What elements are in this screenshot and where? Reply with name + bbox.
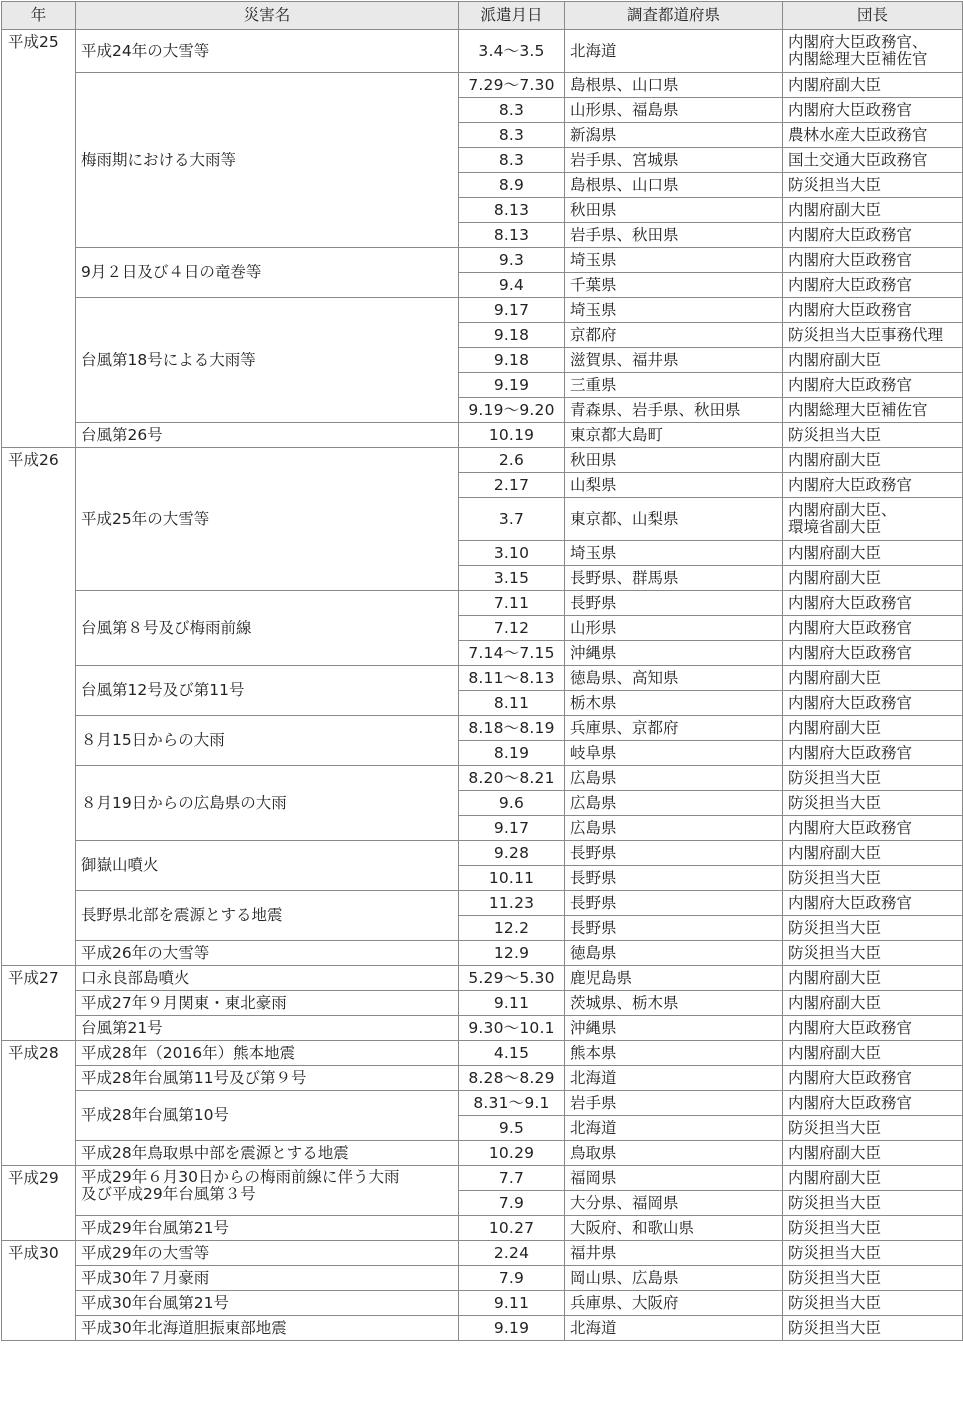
- prefecture-cell: 広島県: [565, 766, 783, 791]
- header-row: [2, 2, 963, 30]
- dispatch-date-cell: 8.13: [459, 223, 565, 248]
- prefecture-cell: 山形県、福島県: [565, 98, 783, 123]
- prefecture-cell: 新潟県: [565, 123, 783, 148]
- disaster-name-cell: 台風第21号: [76, 1016, 459, 1041]
- table-row: [2, 941, 963, 966]
- disaster-name-cell: 平成30年北海道胆振東部地震: [76, 1316, 459, 1341]
- table-row: [2, 1291, 963, 1316]
- leader-cell: 防災担当大臣: [783, 1316, 963, 1341]
- dispatch-date-cell: 7.9: [459, 1266, 565, 1291]
- prefecture-cell: 沖縄県: [565, 1016, 783, 1041]
- leader-cell: 内閣府副大臣: [783, 73, 963, 98]
- dispatch-date-cell: 7.14〜7.15: [459, 641, 565, 666]
- prefecture-cell: 埼玉県: [565, 541, 783, 566]
- prefecture-cell: 大分県、福岡県: [565, 1191, 783, 1216]
- prefecture-cell: 岐阜県: [565, 741, 783, 766]
- table-row: [2, 716, 963, 741]
- leader-cell: 防災担当大臣: [783, 866, 963, 891]
- table-row: [2, 248, 963, 273]
- table-row: [2, 1166, 963, 1191]
- prefecture-cell: 三重県: [565, 373, 783, 398]
- leader-cell: 内閣府副大臣: [783, 348, 963, 373]
- table-row: [2, 73, 963, 98]
- prefecture-cell: 福岡県: [565, 1166, 783, 1191]
- leader-cell: 防災担当大臣: [783, 1216, 963, 1241]
- header-year: 年: [2, 2, 76, 30]
- leader-cell: 内閣府大臣政務官: [783, 473, 963, 498]
- table-row: [2, 841, 963, 866]
- table-row: [2, 1141, 963, 1166]
- prefecture-cell: 鹿児島県: [565, 966, 783, 991]
- disaster-name-cell: 平成28年鳥取県中部を震源とする地震: [76, 1141, 459, 1166]
- dispatch-date-cell: 8.31〜9.1: [459, 1091, 565, 1116]
- disaster-name-cell: 口永良部島噴火: [76, 966, 459, 991]
- dispatch-date-cell: 10.11: [459, 866, 565, 891]
- prefecture-cell: 沖縄県: [565, 641, 783, 666]
- year-cell: 平成28: [2, 1041, 76, 1166]
- leader-cell: 内閣府大臣政務官: [783, 641, 963, 666]
- leader-cell: 内閣府大臣政務官: [783, 1091, 963, 1116]
- prefecture-cell: 広島県: [565, 791, 783, 816]
- dispatch-date-cell: 8.3: [459, 148, 565, 173]
- leader-cell: 内閣府副大臣: [783, 448, 963, 473]
- prefecture-cell: 岩手県: [565, 1091, 783, 1116]
- prefecture-cell: 島根県、山口県: [565, 73, 783, 98]
- leader-cell: 内閣府副大臣: [783, 1166, 963, 1191]
- disaster-name-cell: 平成30年７月豪雨: [76, 1266, 459, 1291]
- dispatch-date-cell: 12.9: [459, 941, 565, 966]
- dispatch-date-cell: 2.17: [459, 473, 565, 498]
- leader-cell: 防災担当大臣: [783, 1191, 963, 1216]
- dispatch-date-cell: 7.29〜7.30: [459, 73, 565, 98]
- header-leader: 団長: [783, 2, 963, 30]
- prefecture-cell: 長野県: [565, 891, 783, 916]
- leader-cell: 内閣府大臣政務官: [783, 298, 963, 323]
- year-cell: 平成26: [2, 448, 76, 966]
- prefecture-cell: 岩手県、秋田県: [565, 223, 783, 248]
- leader-cell: 防災担当大臣事務代理: [783, 323, 963, 348]
- dispatch-date-cell: 9.17: [459, 298, 565, 323]
- year-cell: 平成25: [2, 30, 76, 448]
- leader-cell: 内閣府副大臣: [783, 1041, 963, 1066]
- leader-cell: 防災担当大臣: [783, 1266, 963, 1291]
- table-row: [2, 1216, 963, 1241]
- table-row: [2, 1041, 963, 1066]
- prefecture-cell: 徳島県、高知県: [565, 666, 783, 691]
- prefecture-cell: 岩手県、宮城県: [565, 148, 783, 173]
- leader-cell: 内閣府大臣政務官: [783, 741, 963, 766]
- leader-cell: 内閣府副大臣: [783, 966, 963, 991]
- disaster-name-cell: ８月19日からの広島県の大雨: [76, 766, 459, 841]
- leader-cell: 内閣府大臣政務官: [783, 98, 963, 123]
- leader-cell: 内閣府副大臣: [783, 841, 963, 866]
- prefecture-cell: 北海道: [565, 30, 783, 73]
- prefecture-cell: 山梨県: [565, 473, 783, 498]
- leader-cell: 内閣府大臣政務官: [783, 691, 963, 716]
- disaster-name-cell: 平成30年台風第21号: [76, 1291, 459, 1316]
- table-row: [2, 298, 963, 323]
- dispatch-date-cell: 10.27: [459, 1216, 565, 1241]
- leader-cell: 内閣府副大臣: [783, 991, 963, 1016]
- dispatch-date-cell: 8.19: [459, 741, 565, 766]
- disaster-name-cell: 御嶽山噴火: [76, 841, 459, 891]
- dispatch-date-cell: 9.30〜10.1: [459, 1016, 565, 1041]
- leader-cell: 防災担当大臣: [783, 941, 963, 966]
- prefecture-cell: 鳥取県: [565, 1141, 783, 1166]
- disaster-survey-table: [1, 1, 963, 1341]
- leader-cell: 防災担当大臣: [783, 791, 963, 816]
- disaster-name-cell: 平成25年の大雪等: [76, 448, 459, 591]
- leader-cell: 防災担当大臣: [783, 766, 963, 791]
- leader-cell: 防災担当大臣: [783, 916, 963, 941]
- dispatch-date-cell: 12.2: [459, 916, 565, 941]
- disaster-name-cell: 平成28年台風第10号: [76, 1091, 459, 1141]
- prefecture-cell: 徳島県: [565, 941, 783, 966]
- dispatch-date-cell: 8.9: [459, 173, 565, 198]
- table-row: [2, 966, 963, 991]
- dispatch-date-cell: 8.20〜8.21: [459, 766, 565, 791]
- prefecture-cell: 長野県: [565, 916, 783, 941]
- prefecture-cell: 埼玉県: [565, 298, 783, 323]
- disaster-name-cell: 9月２日及び４日の竜巻等: [76, 248, 459, 298]
- disaster-name-cell: 平成29年６月30日からの梅雨前線に伴う大雨 及び平成29年台風第３号: [76, 1166, 459, 1216]
- leader-cell: 内閣府副大臣: [783, 666, 963, 691]
- leader-cell: 内閣府大臣政務官: [783, 223, 963, 248]
- table-row: [2, 591, 963, 616]
- prefecture-cell: 岡山県、広島県: [565, 1266, 783, 1291]
- dispatch-date-cell: 7.11: [459, 591, 565, 616]
- disaster-name-cell: 平成24年の大雪等: [76, 30, 459, 73]
- dispatch-date-cell: 9.5: [459, 1116, 565, 1141]
- leader-cell: 内閣府大臣政務官: [783, 891, 963, 916]
- dispatch-date-cell: 8.28〜8.29: [459, 1066, 565, 1091]
- prefecture-cell: 大阪府、和歌山県: [565, 1216, 783, 1241]
- prefecture-cell: 千葉県: [565, 273, 783, 298]
- leader-cell: 内閣府大臣政務官: [783, 591, 963, 616]
- header-dispatch-date: 派遣月日: [459, 2, 565, 30]
- dispatch-date-cell: 9.11: [459, 991, 565, 1016]
- prefecture-cell: 福井県: [565, 1241, 783, 1266]
- disaster-name-cell: 平成29年の大雪等: [76, 1241, 459, 1266]
- dispatch-date-cell: 8.11: [459, 691, 565, 716]
- prefecture-cell: 北海道: [565, 1116, 783, 1141]
- dispatch-date-cell: 7.9: [459, 1191, 565, 1216]
- leader-cell: 内閣府大臣政務官: [783, 1066, 963, 1091]
- prefecture-cell: 広島県: [565, 816, 783, 841]
- prefecture-cell: 兵庫県、大阪府: [565, 1291, 783, 1316]
- dispatch-date-cell: 8.11〜8.13: [459, 666, 565, 691]
- prefecture-cell: 秋田県: [565, 198, 783, 223]
- disaster-name-cell: ８月15日からの大雨: [76, 716, 459, 766]
- leader-cell: 内閣府大臣政務官: [783, 616, 963, 641]
- header-disaster-name: 災害名: [76, 2, 459, 30]
- dispatch-date-cell: 8.3: [459, 123, 565, 148]
- leader-cell: 内閣府大臣政務官: [783, 248, 963, 273]
- header-prefecture: 調査都道府県: [565, 2, 783, 30]
- dispatch-date-cell: 9.19〜9.20: [459, 398, 565, 423]
- dispatch-date-cell: 7.12: [459, 616, 565, 641]
- leader-cell: 内閣府大臣政務官: [783, 373, 963, 398]
- prefecture-cell: 東京都大島町: [565, 423, 783, 448]
- leader-cell: 内閣府大臣政務官: [783, 1016, 963, 1041]
- table-row: [2, 1091, 963, 1116]
- leader-cell: 農林水産大臣政務官: [783, 123, 963, 148]
- prefecture-cell: 秋田県: [565, 448, 783, 473]
- prefecture-cell: 茨城県、栃木県: [565, 991, 783, 1016]
- prefecture-cell: 東京都、山梨県: [565, 498, 783, 541]
- prefecture-cell: 兵庫県、京都府: [565, 716, 783, 741]
- table-row: [2, 448, 963, 473]
- table-row: [2, 1066, 963, 1091]
- dispatch-date-cell: 8.3: [459, 98, 565, 123]
- disaster-name-cell: 平成29年台風第21号: [76, 1216, 459, 1241]
- disaster-name-cell: 長野県北部を震源とする地震: [76, 891, 459, 941]
- year-cell: 平成29: [2, 1166, 76, 1241]
- table-row: [2, 1316, 963, 1341]
- prefecture-cell: 京都府: [565, 323, 783, 348]
- table-row: [2, 1016, 963, 1041]
- leader-cell: 内閣府大臣政務官: [783, 816, 963, 841]
- leader-cell: 内閣府副大臣、 環境省副大臣: [783, 498, 963, 541]
- dispatch-date-cell: 9.17: [459, 816, 565, 841]
- leader-cell: 防災担当大臣: [783, 173, 963, 198]
- dispatch-date-cell: 8.13: [459, 198, 565, 223]
- leader-cell: 内閣府大臣政務官: [783, 273, 963, 298]
- dispatch-date-cell: 2.24: [459, 1241, 565, 1266]
- prefecture-cell: 北海道: [565, 1066, 783, 1091]
- table-row: [2, 1241, 963, 1266]
- leader-cell: 防災担当大臣: [783, 1116, 963, 1141]
- dispatch-date-cell: 9.6: [459, 791, 565, 816]
- dispatch-date-cell: 9.28: [459, 841, 565, 866]
- prefecture-cell: 長野県: [565, 866, 783, 891]
- leader-cell: 防災担当大臣: [783, 423, 963, 448]
- year-cell: 平成27: [2, 966, 76, 1041]
- table-row: [2, 991, 963, 1016]
- leader-cell: 内閣府副大臣: [783, 716, 963, 741]
- disaster-name-cell: 平成28年（2016年）熊本地震: [76, 1041, 459, 1066]
- dispatch-date-cell: 3.4〜3.5: [459, 30, 565, 73]
- dispatch-date-cell: 2.6: [459, 448, 565, 473]
- disaster-name-cell: 台風第18号による大雨等: [76, 298, 459, 423]
- prefecture-cell: 長野県: [565, 841, 783, 866]
- leader-cell: 内閣府副大臣: [783, 566, 963, 591]
- prefecture-cell: 青森県、岩手県、秋田県: [565, 398, 783, 423]
- disaster-name-cell: 平成27年９月関東・東北豪雨: [76, 991, 459, 1016]
- dispatch-date-cell: 3.15: [459, 566, 565, 591]
- leader-cell: 内閣府副大臣: [783, 541, 963, 566]
- dispatch-date-cell: 3.10: [459, 541, 565, 566]
- disaster-name-cell: 台風第12号及び第11号: [76, 666, 459, 716]
- dispatch-date-cell: 9.11: [459, 1291, 565, 1316]
- dispatch-date-cell: 3.7: [459, 498, 565, 541]
- table-row: [2, 891, 963, 916]
- prefecture-cell: 埼玉県: [565, 248, 783, 273]
- prefecture-cell: 栃木県: [565, 691, 783, 716]
- table-header: [2, 2, 963, 30]
- year-cell: 平成30: [2, 1241, 76, 1341]
- prefecture-cell: 滋賀県、福井県: [565, 348, 783, 373]
- prefecture-cell: 熊本県: [565, 1041, 783, 1066]
- dispatch-date-cell: 9.3: [459, 248, 565, 273]
- table-body: [2, 30, 963, 1341]
- disaster-name-cell: 平成26年の大雪等: [76, 941, 459, 966]
- dispatch-date-cell: 4.15: [459, 1041, 565, 1066]
- dispatch-date-cell: 8.18〜8.19: [459, 716, 565, 741]
- prefecture-cell: 北海道: [565, 1316, 783, 1341]
- disaster-name-cell: 梅雨期における大雨等: [76, 73, 459, 248]
- dispatch-date-cell: 9.18: [459, 348, 565, 373]
- dispatch-date-cell: 5.29〜5.30: [459, 966, 565, 991]
- leader-cell: 内閣総理大臣補佐官: [783, 398, 963, 423]
- leader-cell: 内閣府大臣政務官、 内閣総理大臣補佐官: [783, 30, 963, 73]
- prefecture-cell: 長野県、群馬県: [565, 566, 783, 591]
- leader-cell: 国土交通大臣政務官: [783, 148, 963, 173]
- dispatch-date-cell: 9.19: [459, 373, 565, 398]
- dispatch-date-cell: 9.4: [459, 273, 565, 298]
- table-row: [2, 423, 963, 448]
- prefecture-cell: 山形県: [565, 616, 783, 641]
- dispatch-date-cell: 9.19: [459, 1316, 565, 1341]
- table-row: [2, 30, 963, 73]
- leader-cell: 防災担当大臣: [783, 1291, 963, 1316]
- dispatch-date-cell: 11.23: [459, 891, 565, 916]
- disaster-name-cell: 平成28年台風第11号及び第９号: [76, 1066, 459, 1091]
- disaster-name-cell: 台風第26号: [76, 423, 459, 448]
- leader-cell: 内閣府副大臣: [783, 198, 963, 223]
- prefecture-cell: 長野県: [565, 591, 783, 616]
- table-row: [2, 666, 963, 691]
- table-row: [2, 766, 963, 791]
- leader-cell: 内閣府副大臣: [783, 1141, 963, 1166]
- prefecture-cell: 島根県、山口県: [565, 173, 783, 198]
- dispatch-date-cell: 10.29: [459, 1141, 565, 1166]
- dispatch-date-cell: 10.19: [459, 423, 565, 448]
- dispatch-date-cell: 7.7: [459, 1166, 565, 1191]
- leader-cell: 防災担当大臣: [783, 1241, 963, 1266]
- disaster-name-cell: 台風第８号及び梅雨前線: [76, 591, 459, 666]
- dispatch-date-cell: 9.18: [459, 323, 565, 348]
- table-row: [2, 1266, 963, 1291]
